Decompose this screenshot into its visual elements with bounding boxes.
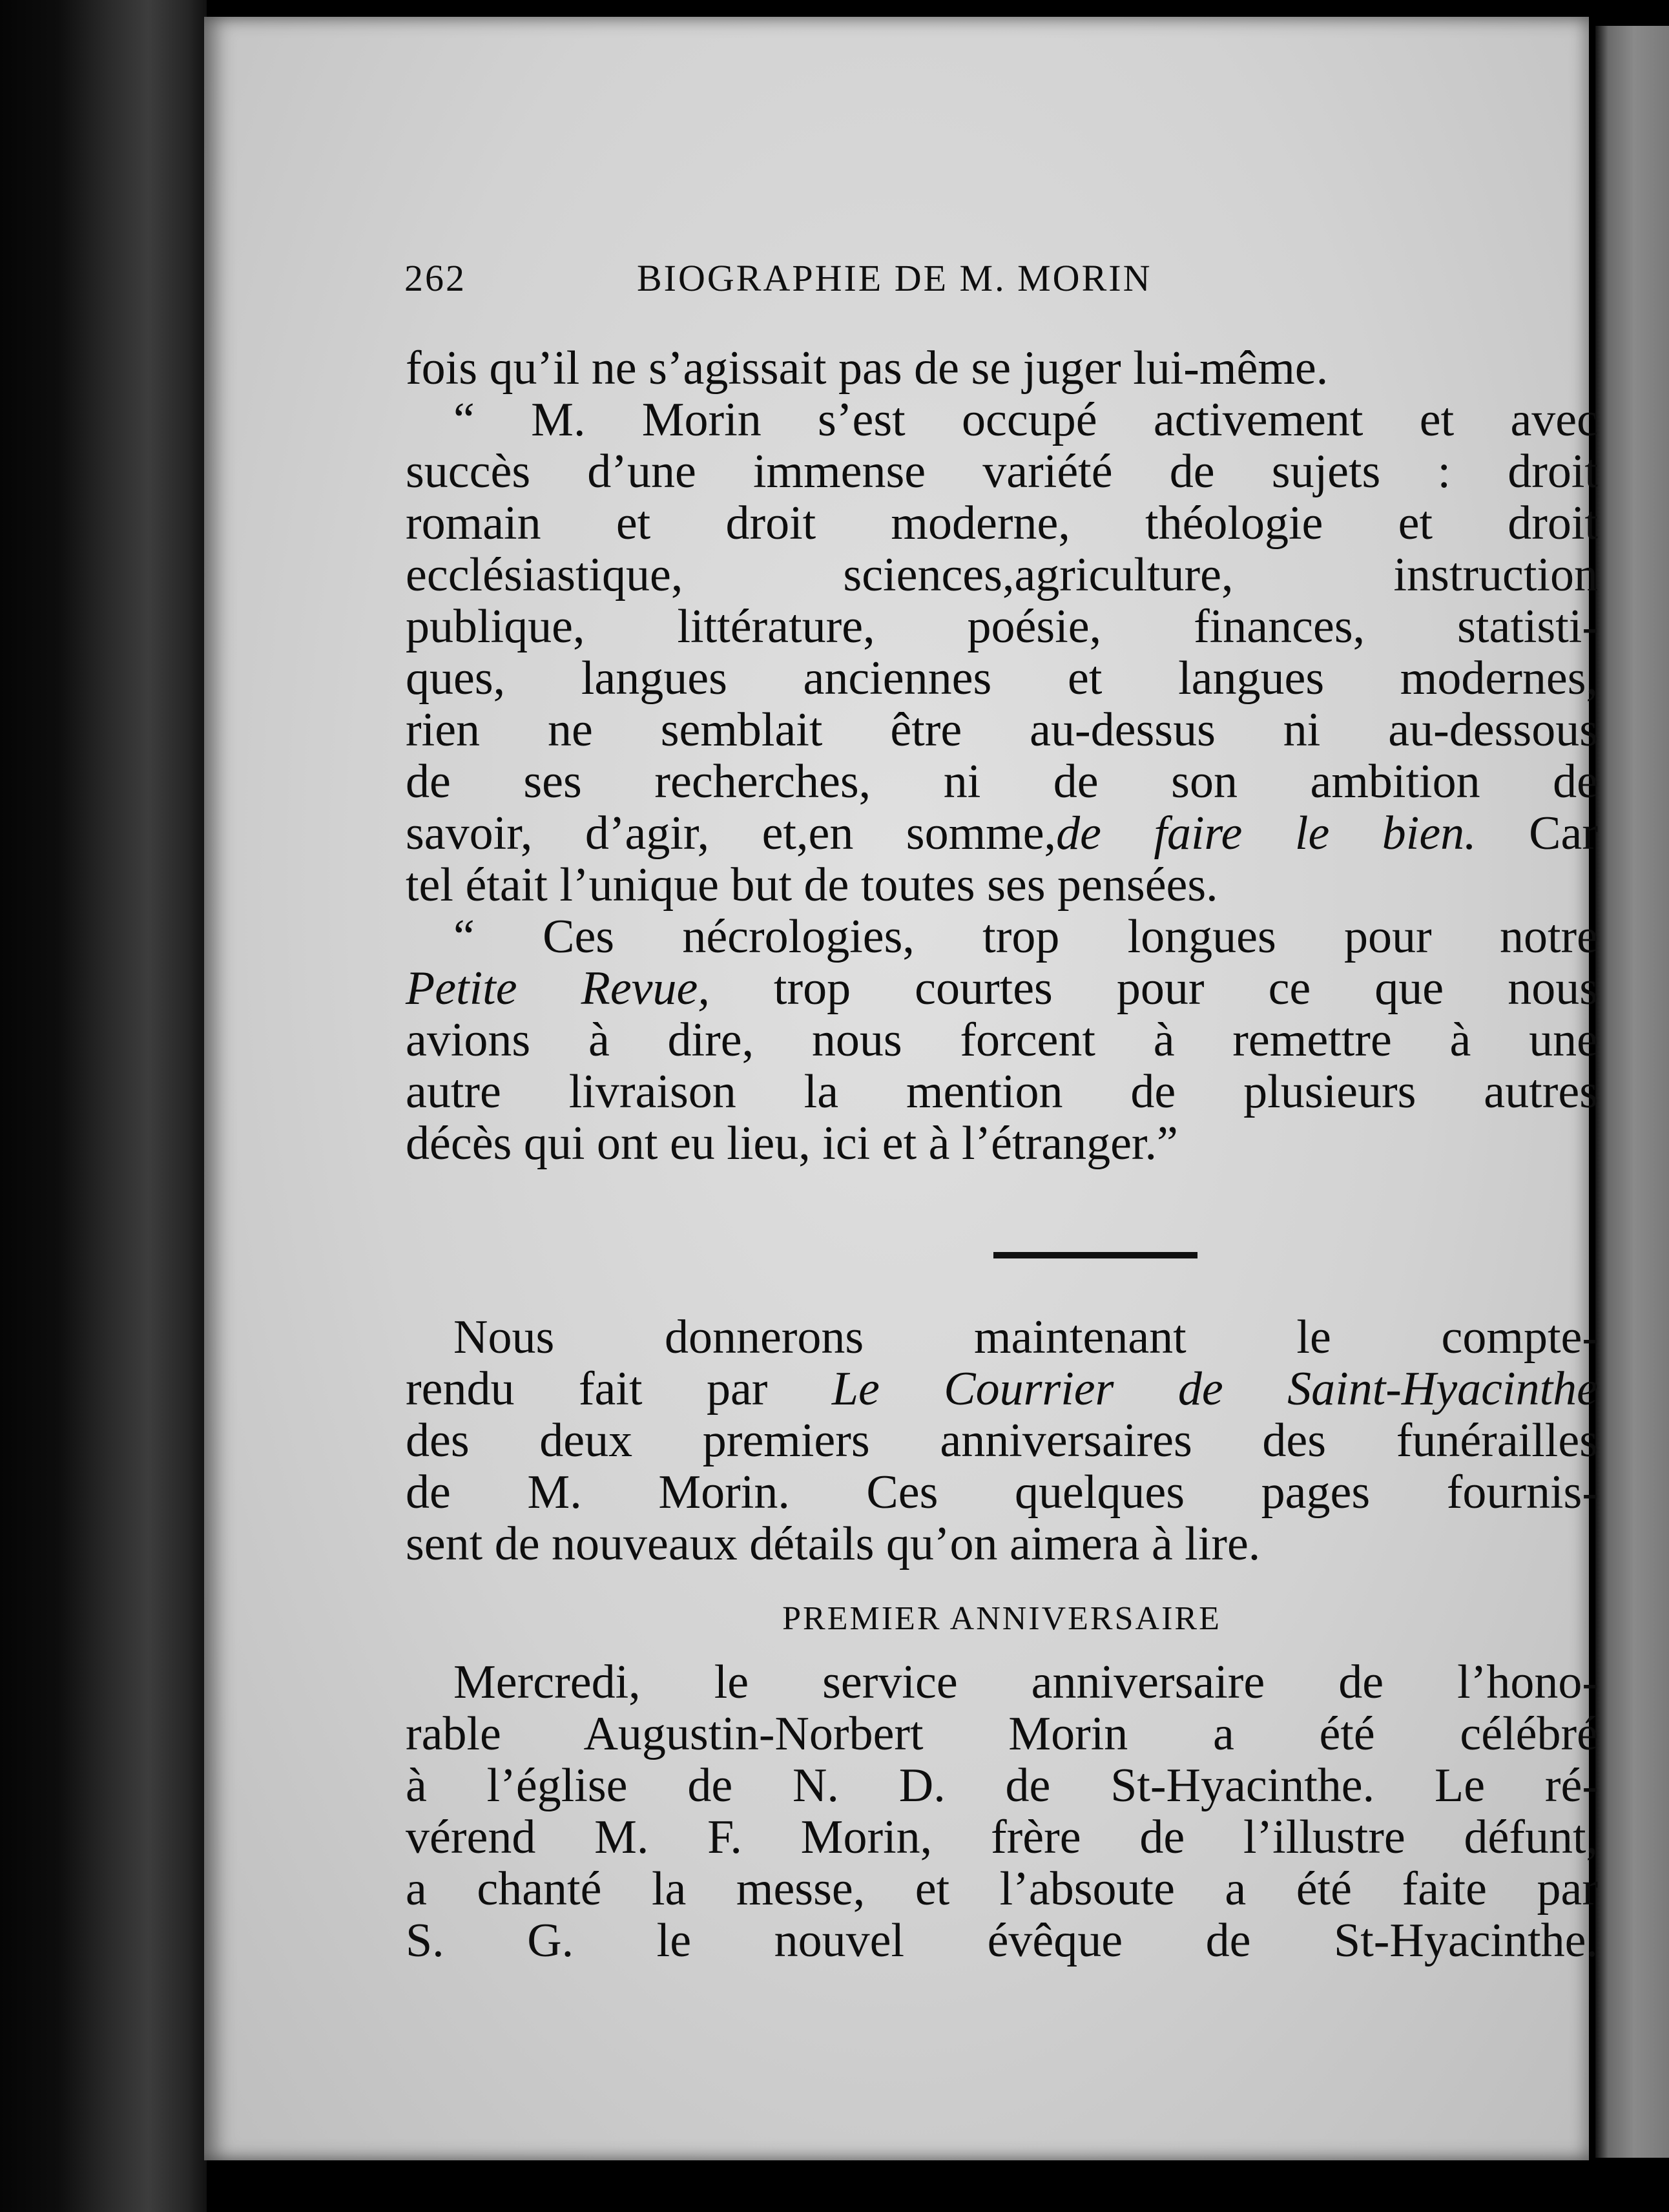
text-run: Car xyxy=(1476,807,1598,860)
section-divider xyxy=(993,1252,1197,1258)
paragraph-continuation xyxy=(406,342,1598,394)
paragraph-premier-anniversaire xyxy=(406,1656,1598,1967)
section-heading: PREMIER ANNIVERSAIRE xyxy=(782,1600,1221,1637)
paragraph-quote-morin xyxy=(406,394,1598,911)
running-head xyxy=(404,249,1438,308)
text-line: ecclésiastique, sciences,agriculture, instruction xyxy=(406,548,1598,601)
text-line: a chanté la messe, et l’absoute a été faite par xyxy=(406,1862,1598,1915)
text-line-mixed xyxy=(406,808,1598,859)
book-page xyxy=(204,17,1598,2160)
text-line: des deux premiers anniversaires des funérailles xyxy=(406,1414,1598,1467)
next-page-edge xyxy=(1595,26,1669,2158)
text-run: savoir, d’agir, et,en somme, xyxy=(406,807,1057,860)
text-line: “ M. Morin s’est occupé activement et avec xyxy=(453,393,1598,446)
paragraph-compte-rendu xyxy=(406,1311,1598,1570)
text-run: trop courtes pour ce que nous xyxy=(709,962,1598,1015)
book-spine xyxy=(0,0,207,2212)
paragraph-necrologies xyxy=(406,911,1598,1169)
text-line: succès d’une immense variété de sujets : droit xyxy=(406,445,1598,498)
text-line: Mercredi, le service anniversaire de l’hono- xyxy=(453,1656,1598,1709)
text-line: “ Ces nécrologies, trop longues pour notre xyxy=(453,910,1598,963)
text-line: à l’église de N. D. de St-Hyacinthe. Le ré- xyxy=(406,1759,1598,1812)
text-line: de ses recherches, ni de son ambition de xyxy=(406,755,1598,808)
text-line: Nous donnerons maintenant le compte- xyxy=(453,1311,1598,1364)
italic-run: de faire le bien. xyxy=(1056,807,1477,860)
text-line: ques, langues anciennes et langues modernes, xyxy=(406,652,1598,705)
header-title: BIOGRAPHIE DE M. MORIN xyxy=(637,257,1152,299)
text-line: de M. Morin. Ces quelques pages fournis- xyxy=(406,1466,1598,1519)
text-line: vérend M. F. Morin, frère de l’illustre défunt, xyxy=(406,1811,1598,1864)
text-line-mixed xyxy=(406,963,1598,1014)
text-line: autre livraison la mention de plusieurs autres xyxy=(406,1065,1598,1118)
text-line: fois qu’il ne s’agissait pas de se juger lui-même. xyxy=(406,342,1329,395)
text-line: avions à dire, nous forcent à remettre à une xyxy=(406,1014,1598,1067)
italic-run: Petite Revue, xyxy=(406,962,710,1015)
text-line: publique, littérature, poésie, finances, statisti- xyxy=(406,600,1598,653)
text-line: romain et droit moderne, théologie et droit xyxy=(406,497,1598,550)
text-run: rendu fait par xyxy=(406,1362,832,1415)
text-line: décès qui ont eu lieu, ici et à l’étranger.” xyxy=(406,1117,1178,1170)
text-line: tel était l’unique but de toutes ses pensées. xyxy=(406,859,1218,912)
text-line: S. G. le nouvel évêque de St-Hyacinthe. xyxy=(406,1914,1598,1967)
text-line: rien ne semblait être au-dessus ni au-dessous xyxy=(406,704,1598,756)
text-line: sent de nouveaux détails qu’on aimera à lire. xyxy=(406,1518,1261,1570)
text-line-mixed xyxy=(406,1363,1598,1415)
page-number: 262 xyxy=(404,257,466,299)
text-line: rable Augustin-Norbert Morin a été célébré xyxy=(406,1707,1598,1760)
italic-run: Le Courrier de Saint-Hyacinthe xyxy=(831,1362,1598,1415)
